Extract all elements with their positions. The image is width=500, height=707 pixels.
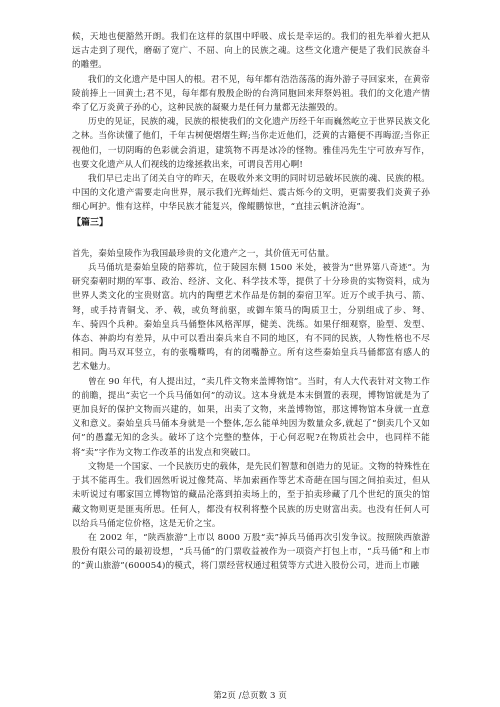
paragraph-sale-proposal: 曾在 90 年代，有人提出过，“卖几件文物来盖博物馆”。当时，有人大代表针对文物工作的前瞻，提出“卖它一个兵马俑如何”的动议。这本身就是本末倒置的表现，博物馆就是为了更加良好的保护文物而兴建的，如果，出卖了文物，来盖博物馆，那这博物馆本身就一直意义和意义。秦始皇兵马俑本身就是一个整体,怎么能单纯因为数量众多,就起了“倒卖几个又如何”的愚蠢无知的念头。破坏了这个完整的整体，于心何忍呢?在物质社会中，也同样不能将“卖”字作为文物工作改革的出发点和突破口。 xyxy=(72,376,430,458)
document-page xyxy=(72,30,430,574)
paragraph-artifacts-value: 文物是一个国家、一个民族历史的载体，是先民们智慧和创造力的见证。文物的特殊性在于其不能再生。我们固然听说过像梵高、毕加索画作等艺术奇葩在国与国之间拍卖过，但从未听说过有哪家国立博物馆的藏品沦落到拍卖场上的，至于拍卖珍藏了几个世纪的顶尖的馆藏文物则更是匪夷所思。任何人，都没有权利将整个民族的历史财富出卖。也没有任何人可以给兵马俑定位价格，这是无价之宝。 xyxy=(72,461,430,529)
paragraph-terracotta-army: 兵马俑坑是秦始皇陵的陪葬坑，位于陵园东侧 1500 米处，被誉为“世界第八奇迹”。为研究秦朝时期的军事、政治、经济、文化、科学技术等，提供了十分珍贵的实物资料，成为世界人类文化的宝贵财富。坑内的陶塑艺术作品是仿制的秦宿卫军。近万个或手执弓、箭、弩，或手持青铜戈、矛、戟，或负弩前驱，或御车策马的陶质卫士，分别组成了步、弩、车、骑四个兵种。秦始皇兵马俑整体风格浑厚，健美、洗练。如果仔细观察，脸型、发型、体态、神韵均有差异，从中可以看出秦兵来自不同的地区，有不同的民族，人物性格也不尽相同。陶马双耳竖立，有的张嘴嘶鸣，有的闭嘴静立。所有这些秦始皇兵马俑都富有感人的艺术魅力。 xyxy=(72,263,430,373)
paragraph-conclusion: 我们早已走出了闭关自守的昨天，在吸收外来文明的同时切忌破坏民族的魂、民族的根。中国的文化遗产需要走向世界，展示我们光辉灿烂、震古烁今的文明，更需要我们炎黄子孙细心呵护。惟有这样，中华民族才能复兴，像鲲鹏惊世，“直挂云帆济沧海”。 xyxy=(72,174,430,213)
spacer xyxy=(72,232,430,247)
paragraph-historical-witness: 历史的见证，民族的魂，民族的根使我们的文化遗产历经千年而巍然屹立于世界民族文化之林。当你读懂了他们，千年古树便熠熠生辉;当你走近他们，泛黄的古籍便不再晦涩;当你正视他们，一切阴晦的色彩就会消退，建筑物不再是冰冷的怪物。雅佳冯先生宁可放弃写作，也要文化遗产从人们视线的边缘拯救出来，可谓良苦用心啊! xyxy=(72,117,430,170)
paragraph-2002-listing: 在 2002 年，“陕西旅游”上市以 8000 万股“卖”掉兵马俑再次引发争议。按照陕西旅游股份有限公司的最初设想，“兵马俑”的门票收益被作为一项资产打包上市，“兵马俑”和上市的“黄山旅游”(600054)的模式，将门票经营权通过租赁等方式进入股份公司，进而上市融 xyxy=(72,532,430,572)
paragraph-continuation: 候，天地也便豁然开朗。我们在这样的氛围中呼吸、成长是幸运的。我们的祖先举着火把从远古走到了现代，磨砺了宽广、不屈、向上的民族之魂。这些文化遗产便是了我们民族奋斗的雕塑。 xyxy=(72,32,430,71)
page-footer: 第2页 /总页数 3 页 xyxy=(213,691,287,701)
paragraph-cultural-roots: 我们的文化遗产是中国人的根。君不见，每年都有浩浩荡荡的海外游子寻回家来，在黄帝陵前捧上一回黄土;君不见，每年都有殷殷企盼的台湾同胞回来拜祭妈祖。我们的文化遗产情牵了亿万炎黄子孙的心，这种民族的凝聚力是任何力量都无法摧毁的。 xyxy=(72,74,430,114)
section-heading: 【篇三】 xyxy=(72,217,109,228)
paragraph-intro: 首先，秦始皇陵作为我国最珍贵的文化遗产之一，其价值无可估量。 xyxy=(72,248,335,259)
